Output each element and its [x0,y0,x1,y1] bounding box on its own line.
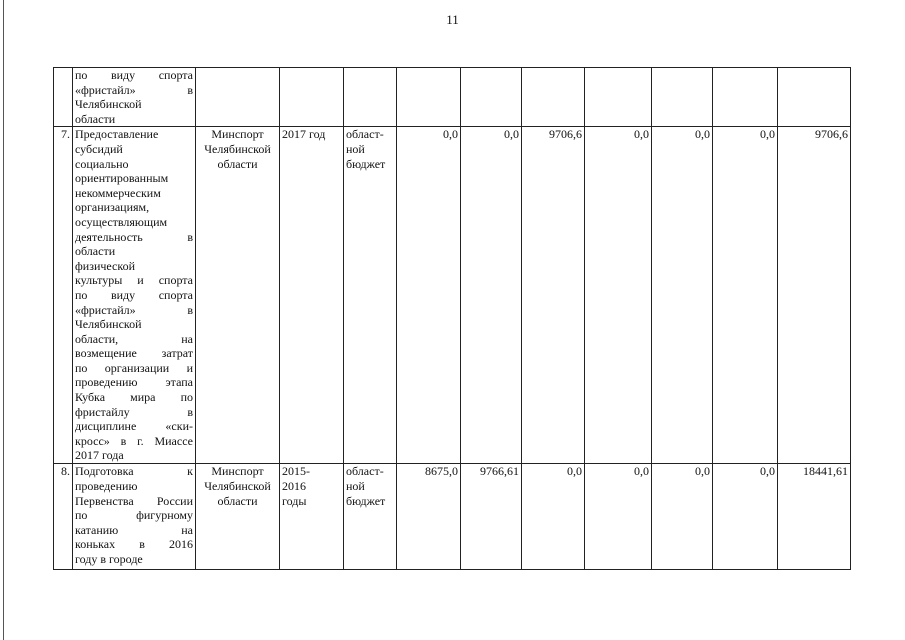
funding-source-line: област- [346,127,384,142]
description-line: катанию на [75,522,193,537]
amount-cell [397,127,461,464]
amount-cell [778,68,851,127]
description-line: области [75,244,116,259]
amount-value: 0,0 [695,464,710,479]
amount-cell [778,127,851,464]
description-line: организациям, [75,200,150,215]
executor-line: области [217,493,258,508]
description-line: коньках в 2016 [75,537,193,552]
amount-cell [585,464,652,570]
description-line: Предоставление [75,127,159,142]
amount-cell [522,127,585,464]
amount-cell [713,464,778,570]
amount-cell [585,68,652,127]
amount-value: 9706,6 [549,127,582,142]
description-line: Первенства России [75,493,193,508]
amount-cell [522,68,585,127]
amount-cell [713,68,778,127]
amount-value: 9706,6 [815,127,848,142]
funding-source-cell [344,68,397,127]
funding-source-line: бюджет [346,156,386,171]
description-line: по виду спорта [75,287,193,302]
description-line: по фигурному [75,508,193,523]
description-line: Кубка мира по [75,390,193,405]
amount-value: 0,0 [760,464,775,479]
table-row [54,68,851,127]
amount-cell [461,464,522,570]
amount-cell [778,464,851,570]
description-line: 2017 года [75,448,124,463]
funding-source-cell [344,464,397,570]
page-edge-line [3,0,4,640]
description-line: фристайлу в [75,404,193,419]
description-line: возмещение затрат [75,346,193,361]
amount-cell [397,68,461,127]
description-line: культуры и спорта [75,273,193,288]
executor-cell [196,127,280,464]
amount-cell [652,464,713,570]
period-line: 2016 [282,478,306,493]
description-line: году в городе [75,551,143,566]
amount-value: 0,0 [443,127,458,142]
amount-cell [652,68,713,127]
funding-source-line: област- [346,464,384,479]
description-line: Челябинской [75,97,142,112]
description-line: социально [75,156,129,171]
period-line: 2015- [282,464,310,479]
description-line: «фристайл» в [75,82,193,97]
description-line: ориентированным [75,171,169,186]
row-number-cell [54,68,73,127]
amount-value: 0,0 [504,127,519,142]
description-line: по организации и [75,360,193,375]
period-line: 2017 год [282,127,326,142]
period-cell [280,464,344,570]
amount-value: 18441,61 [803,464,848,479]
description-line: области [75,111,116,126]
executor-line: Челябинской [204,478,271,493]
description-line: субсидий [75,141,123,156]
amount-value: 0,0 [760,127,775,142]
amount-cell [461,127,522,464]
amount-value: 0,0 [634,464,649,479]
row-number-cell [54,464,73,570]
description-line: по виду спорта [75,68,193,82]
description-cell [73,464,196,570]
description-line: проведению этапа [75,375,193,390]
executor-line: области [217,156,258,171]
table-row [54,127,851,464]
page-number: 11 [446,12,459,27]
row-number: 7. [61,127,70,142]
funding-source-line: бюджет [346,493,386,508]
period-cell [280,68,344,127]
row-number: 8. [61,464,70,479]
description-line: Челябинской [75,317,142,332]
amount-value: 0,0 [695,127,710,142]
amount-cell [713,127,778,464]
period-line: годы [282,493,307,508]
row-number-cell [54,127,73,464]
amount-value: 9766,61 [480,464,519,479]
budget-table [53,67,851,570]
amount-value: 0,0 [634,127,649,142]
funding-source-cell [344,127,397,464]
table-row [54,464,851,570]
description-line: дисциплине «ски- [75,419,193,434]
executor-line: Минспорт [211,464,264,479]
amount-cell [522,464,585,570]
amount-cell [652,127,713,464]
amount-value: 8675,0 [425,464,458,479]
description-line: Подготовка к [75,464,193,479]
executor-line: Челябинской [204,141,271,156]
executor-line: Минспорт [211,127,264,142]
description-line: некоммерческим [75,185,161,200]
period-cell [280,127,344,464]
funding-source-line: ной [346,141,365,156]
amount-cell [397,464,461,570]
description-line: кросс» в г. Миассе [75,433,193,448]
executor-cell [196,464,280,570]
funding-source-line: ной [346,478,365,493]
amount-value: 0,0 [567,464,582,479]
description-line: области, на [75,331,193,346]
amount-cell [461,68,522,127]
executor-cell [196,68,280,127]
description-line: деятельность в [75,229,193,244]
description-line: проведению [75,478,138,493]
description-line: «фристайл» в [75,302,193,317]
amount-cell [585,127,652,464]
description-line: физической [75,258,135,273]
description-line: осуществляющим [75,214,168,229]
description-cell [73,68,196,127]
description-cell [73,127,196,464]
